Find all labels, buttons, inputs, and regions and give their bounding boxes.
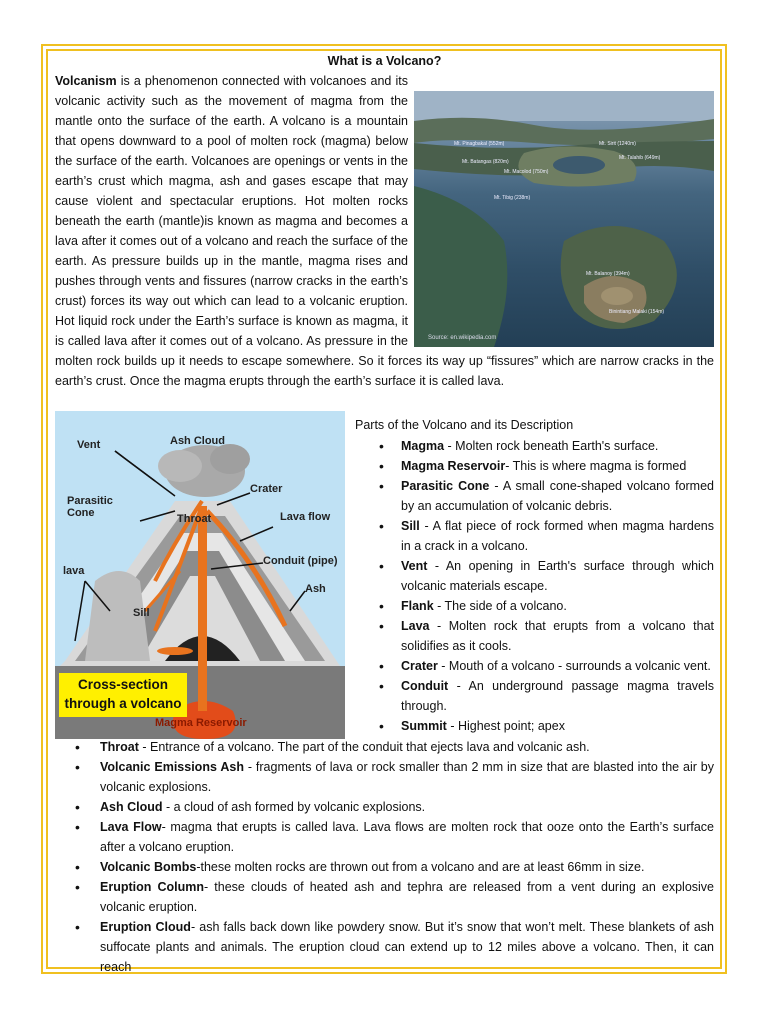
list-item: • Lava - Molten rock that erupts from a volcano that solidifies as it cools. bbox=[355, 616, 714, 656]
more-parts-list bbox=[55, 737, 714, 977]
list-item: • Crater - Mouth of a volcano - surrounds a volcanic vent. bbox=[355, 656, 714, 676]
document-body bbox=[55, 53, 715, 974]
list-item: • Eruption Column- these clouds of heated ash and tephra are released from a vent during an explosive volcanic eruption. bbox=[55, 877, 714, 917]
parts-list bbox=[355, 436, 714, 736]
list-item: • Magma Reservoir- This is where magma is formed bbox=[355, 456, 714, 476]
diagram-label-lava: lava bbox=[63, 565, 85, 577]
list-item: • Flank - The side of a volcano. bbox=[355, 596, 714, 616]
list-item: • Volcanic Bombs-these molten rocks are thrown out from a volcano and are at least 66mm in size. bbox=[55, 857, 714, 877]
diagram-label-parasitic-cone: Parasitic Cone bbox=[67, 495, 113, 519]
list-item: • Eruption Cloud- ash falls back down like powdery snow. But it’s snow that won’t melt. These blankets of ash suffocate plants and animals. The eruption cloud can extend up to 12 miles above a volcano. Then, it can reach bbox=[55, 917, 714, 977]
diagram-label-magma-reservoir: Magma Reservoir bbox=[155, 717, 247, 729]
photo-label: Mt. Batangas (820m) bbox=[462, 159, 509, 165]
diagram-label-ash-cloud: Ash Cloud bbox=[170, 435, 225, 447]
taal-volcano-photo bbox=[414, 91, 714, 347]
diagram-label-conduit: Conduit (pipe) bbox=[263, 555, 338, 567]
intro-text: is a phenomenon connected with volcanoes and its volcanic activity such as the movement of magma from the mantle onto the surface of the earth. A volcano is a mountain that opens downward to a pool of molten rock (magma) below the surface of the earth. Volcanoes are openings or vents in the earth’s crust which magma, ash and gases escape that may cause violent and spectacular eruptions. Hot molten rocks beneath the earth (mantle)is known as magma and becomes a lava after it comes out of a volcano and reach the surface of the earth. As pressure builds up in the mantle, magma rises and pushes through vents and fissures (narrow cracks in the earth’s crust) forces its way out which can lead to a volcanic eruption. Hot liquid rock under the Earth’s surface is known as magma, it is called lava after it comes out of a volcano. As bbox=[55, 74, 408, 348]
volcano-cross-section-diagram bbox=[55, 411, 345, 739]
diagram-label-crater: Crater bbox=[250, 483, 283, 495]
parts-heading: Parts of the Volcano and its Description bbox=[355, 418, 574, 432]
photo-source: Source: en.wikipedia.com bbox=[428, 335, 497, 341]
list-item: • Conduit - An underground passage magma travels through. bbox=[355, 676, 714, 716]
diagram-label-sill: Sill bbox=[133, 607, 150, 619]
photo-label: Mt. Pinagbakal (552m) bbox=[454, 141, 505, 147]
more-parts-section bbox=[55, 737, 714, 977]
list-item: • Throat - Entrance of a volcano. The part of the conduit that ejects lava and volcanic ash. bbox=[55, 737, 714, 757]
list-item: • Ash Cloud - a cloud of ash formed by volcanic explosions. bbox=[55, 797, 714, 817]
diagram-label-lava-flow: Lava flow bbox=[280, 511, 331, 523]
photo-label: Mt. Sirit (1240m) bbox=[599, 141, 636, 147]
photo-label: Mt. Balanoy (394m) bbox=[586, 271, 630, 277]
diagram-label-vent: Vent bbox=[77, 439, 101, 451]
list-item: • Sill - A flat piece of rock formed when magma hardens in a crack in a volcano. bbox=[355, 516, 714, 556]
aerial-photo-illustration bbox=[414, 91, 714, 347]
list-item: • Volcanic Emissions Ash - fragments of lava or rock smaller than 2 mm in size that are blasted into the air by volcanic explosions. bbox=[55, 757, 714, 797]
list-item: • Vent - An opening in Earth's surface through which volcanic materials escape. bbox=[355, 556, 714, 596]
photo-label: Mt. Tibig (238m) bbox=[494, 195, 531, 201]
photo-label: Mt. Talahib (649m) bbox=[619, 155, 661, 161]
intro-text-rest: pressure in the molten rock builds up it needs to escape somewhere. So it forces its way up “fissures” which are narrow cracks in the earth’s crust. Once the magma erupts through the earth’s surface it is called lava. bbox=[55, 334, 714, 388]
list-item: • Summit - Highest point; apex bbox=[355, 716, 714, 736]
photo-label: Mt. Macolod (750m) bbox=[504, 169, 549, 175]
list-item: • Parasitic Cone - A small cone-shaped volcano formed by an accumulation of volcanic debris. bbox=[355, 476, 714, 516]
diagram-label-ash: Ash bbox=[305, 583, 326, 595]
intro-term: Volcanism bbox=[55, 74, 117, 88]
parts-section bbox=[355, 415, 714, 736]
page-title: What is a Volcano? bbox=[327, 54, 442, 68]
diagram-label-throat: Throat bbox=[177, 513, 212, 525]
photo-label: Binintiang Malaki (154m) bbox=[609, 309, 665, 315]
list-item: • Magma - Molten rock beneath Earth's surface. bbox=[355, 436, 714, 456]
cross-section-caption: Cross-section through a volcano bbox=[59, 673, 187, 717]
list-item: • Lava Flow- magma that erupts is called lava. Lava flows are molten rock that ooze onto the Earth’s surface after a volcano eruption. bbox=[55, 817, 714, 857]
